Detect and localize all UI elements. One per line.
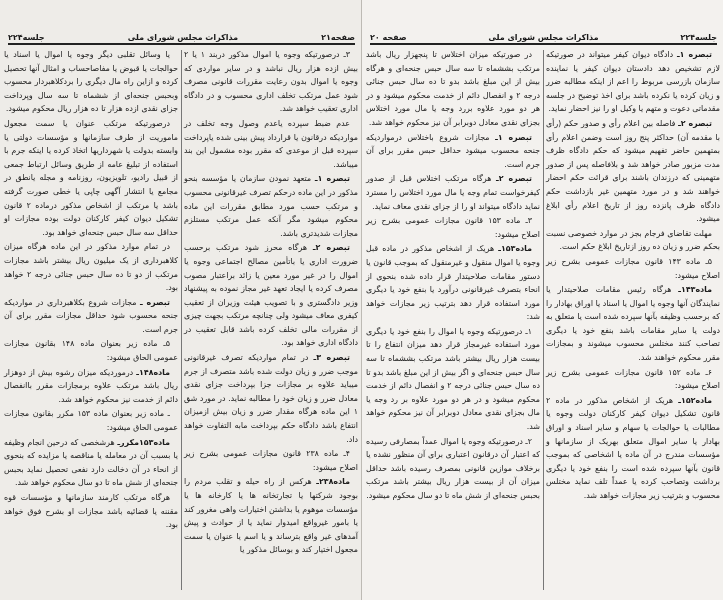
clause-heading: ماده۲۳۸ـ xyxy=(316,477,350,487)
right-page xyxy=(362,0,723,600)
paragraph-text: دادگاه دیوان کیفر میتواند در صورتیکه لازم تشخیص دهد دادستان دیوان کیفر یا نماینده سازمان بازرسی مربوط را اعم از اینکه مطالبه ضرر و زیان کرده یا نکرده باشد برای اخذ توضیح در جلسه مقدماتی دعوت و متهم یا وکیل او را نیز احضار نماید. xyxy=(546,50,720,114)
paragraph-text: در صورتیکه میزان اختلاس تا پنجهزار ریال باشد مرتکب بششماه تا سه سال حبس جنحه‌ای و هرگاه بیش از این مبلغ باشد بدو تا ده سال حبس جنائی درجه ۲ و انفصال دائم از خدمت محکوم میشود و در هر دو مورد علاوه بررد وجه یا مال مورد اختلاس بجزای نقدی معادل دوبرابر آن نیز محکوم خواهد شد. xyxy=(366,50,540,127)
paragraph xyxy=(4,296,178,337)
text-column xyxy=(366,48,540,504)
paragraph-text: هریک از اشخاص مذکور در ماده ۲ قانون تشکیل دیوان کیفر کارکنان دولت وجوه یا مطالبات یا حوالجات یا سهام و سایر اسناد و اوراق بهادار یا سایر اموال متعلق بهریک از سازمانها و مؤسسات مندرج در آن ماده یا اشخاصی که بموجب قانون بآنها سپرده شده است را بنفع خود یا دیگری برداشت وتصاحب کرده یا عمداً تلف نماید مختلس محسوب و بترتیب زیر مجازات خواهد شد. xyxy=(546,395,720,500)
paragraph xyxy=(4,436,178,490)
paragraph-text: درموردیکه میزان رشوه بیش از دوهزار ریال باشد مرتکب علاوه برمجازات مقرر باانفصال دائم از خدمت نیز محکوم خواهد شد. xyxy=(4,367,178,404)
paragraph-text: هرگاه مرتکب اختلاس قبل از صدور کیفرخواست تمام وجه یا مال مورد اختلاس را مسترد نماید دادگاه میتواند او را از جزای نقدی معاف نماید. xyxy=(366,174,540,211)
paragraph-text: ۵ـ ماده ۱۴۳ قانون مجازات عمومی بشرح زیر اصلاح میشود: xyxy=(546,256,720,280)
paragraph xyxy=(184,48,358,116)
paragraph-text: متعهد نمودن سازمان یا مؤسسه بنحو مذکور در این ماده درحکم تصرف غیرقانونی محسوب و مرتکب حسب مورد مطابق مقررات این ماده محکوم میشود مگر آنکه عمل مرتکب مستلزم مجازات شدیدتری باشد. xyxy=(184,174,358,238)
session-number: جلسه۲۲۴ xyxy=(8,33,45,42)
paragraph-text: درصورتیکه مرتکب عنوان یا سمت مجعول ماموریت از طرف سازمانها و مؤسسات دولتی یا وابسته بدولت یا شهرداریها اتخاذ کرده یا اینکه جرم با استفاده از تبلیغ عامه از طریق وسائل ارتباط جمعی از قبیل رادیو، تلویزیون، روزنامه و مجله یانطق در مجامع یا انتشار آگهی چاپی یا خطی صورت گرفته باشد یا مرتکب از اشخاص مذکور درماده ۲ قانون تشکیل دیوان کیفر کارکنان دولت بوده مجازات او حداقل سه سال حبس جنحه‌ای خواهد بود. xyxy=(4,118,178,237)
paragraph xyxy=(366,48,540,130)
paragraph-text: ۵ـ ماده زیر بعنوان ماده ۱۴۸ بقانون مجازات عمومی الحاق میشود: xyxy=(4,339,178,363)
paragraph xyxy=(4,117,178,239)
paragraph xyxy=(4,407,178,434)
paragraph xyxy=(366,242,540,324)
paragraph xyxy=(366,325,540,434)
paragraph-text: ۶ـ ماده ۱۵۲ قانون مجازات عمومی بشرح زیر اصلاح میشود: xyxy=(546,367,720,391)
clause-heading: ماده۱۵۲ـ xyxy=(678,395,713,405)
page-number: صفحه ۲۰ xyxy=(370,33,407,42)
clause-heading: ماده۱۴۳ـ xyxy=(678,285,713,295)
clause-heading: تبصره ۲ـ xyxy=(312,243,350,253)
paragraph xyxy=(4,337,178,364)
paragraph-text: ۳ـ ماده ۱۵۳ قانون مجازات عمومی بشرح زیر اصلاح میشود: xyxy=(366,216,540,239)
paragraph xyxy=(546,283,720,365)
paragraph-text: ۲ـ درصورتیکه وجوه یا اموال عمداً بمصارفی رسیده که اعتبار آن درقانون اعتباری برای آن منظور نشده یا برخلاف موازین قانونی بمصرف رسیده باشد حداقل میزان آن از بیست هزار ریال بیشتر باشد مرتکب بحبس جنحه‌ای از شش ماه تا دو سال محکوم میشود. xyxy=(366,436,540,500)
paragraph xyxy=(366,214,540,241)
clause-heading: تبصره ۳ـ xyxy=(313,353,351,363)
left-page xyxy=(0,0,361,600)
paragraph xyxy=(184,241,358,350)
paragraph xyxy=(184,172,358,240)
paragraph xyxy=(546,227,720,254)
paragraph xyxy=(4,491,178,532)
paragraph-text: مجازات شروع بکلاهبرداری در مواردیکه جنحه محسوب شود حداقل مجازات مقرر برای آن جرم است. xyxy=(4,297,178,334)
paragraph-text: فاصله بین اعلام رأی و صدور حکم (رأی با مقدمه آن) حداکثر پنج روز است وضمن اعلام رأی بمتهمین حاضر تفهیم میشود که حکم دادگاه ظرف مدت مزبور صادر خواهد شد و بلافاصله پس از صدور متهمینی که درزندان باشند برای قرائت حکم احضار خواهند شد و در مورد متهمین غیر بازداشت حکم دادگاه ظرف پانزده روز از تاریخ اعلام رأی ابلاغ میشود. xyxy=(546,118,720,224)
paragraph-text: ۳ـ درصورتیکه وجوه یا اموال مذکور دربند ۱ یا ۲ بیش ازده هزار ریال نباشد و در سایر مواردی که وجوه یا اموال بدون رعایت مقررات قانونی مصرف شود عمل مرتکب تخلف اداری محسوب و در دادگاه اداری تعقیب خواهد شد. xyxy=(184,50,358,114)
page-number: صفحه۲۱ xyxy=(321,33,355,42)
column-divider xyxy=(181,50,182,590)
paragraph xyxy=(4,48,178,116)
paragraph xyxy=(366,172,540,213)
paragraph-text: در تمام مواردیکه تصرف غیرقانونی موجب ضرر و زیان دولت شده باشد متصرف از جرم میباید علاوه بر مجازات جزا بپرداخت جزای نقدی معادل ضرر و زیان خود را مطالبه نماید. در مورد شق ۱ این ماده هرگاه مقدار ضرر و زیان بیش ازمیزان انتفاع باشد دادگاه حکم بپرداخت مابه التفاوت خواهد داد. xyxy=(184,353,358,444)
paragraph xyxy=(184,447,358,474)
paragraph xyxy=(546,255,720,282)
right-page-header xyxy=(370,30,717,45)
clause-heading: تبصره ۲ـ xyxy=(678,118,712,128)
text-column xyxy=(4,48,178,533)
paragraph-text: عدم ضبط سپرده یاعدم وصول وجه تخلف در مواردیکه درقانون یا قرارداد پیش بینی شده یاپرداخت سپرده قبل از موعدی که مقرر بوده مشمول این بند میباشد. xyxy=(184,118,358,169)
clause-heading: تبصره ـ xyxy=(140,297,170,307)
paragraph-text: در تمام موارد مذکور در این ماده هرگاه میزان کلاهبرداری از یک میلیون ریال بیشتر باشد مجازات مرتکب از دو تا ده سال حبس جنائی درجه ۲ خواهد بود. xyxy=(4,242,179,293)
running-title: مذاکرات مجلس شورای ملی xyxy=(127,33,239,42)
paragraph-text: هرگاه رئیس مقامات صلاحیتدار یا نمایندگان آنها وجوه یا اموال یا اسناد یا اوراق بهادار را که برحسب وظیفه بآنها سپرده شده است یا متعلق به دولت یا سایر مقامات باشد بنفع خود یا دیگری تصاحب کنند مختلس محسوب میشوند و بمجازات مقرر محکوم خواهند شد. xyxy=(546,285,720,363)
paragraph-text: ۱ـ درصورتیکه وجوه یا اموال را بنفع خود یا دیگری مورد استفاده غیرمجاز قرار دهد میزان انتفاع را تا بیست هزار ریال بیشتر باشد مرتکب بششماه تا سه سال حبس جنحه‌ای و اگر بیش از این مبلغ باشد بدو تا ده سال حبس جنائی درجه ۲ و انفصال دائم از خدمت محکوم میشود و در هر دو مورد علاوه بر رد وجه یا مال بجزای نقدی معادل دوبرابر آن نیز محکوم خواهد شد. xyxy=(366,326,540,432)
paragraph-text: یا وسائل تقلبی دیگر وجوه یا اموال یا اسناد یا حوالجات یا قبوض یا مفاصاحساب و امثال آنها تحصیل کرده و ازاین راه مال دیگری را بردکلاهبردار محسوب وبحبس جنحه‌ای از ششماه تا سه سال وپرداخت جزای نقدی ازده هزار تا ده هزار ریال محکوم میشود. xyxy=(4,50,178,114)
column-divider xyxy=(543,50,544,590)
paragraph-text: مجازات شروع باختلاس درمواردیکه جنحه محسوب میشود حداقل حبس مقرر برای آن جرم است. xyxy=(366,132,540,169)
clause-heading: ماده۱۴۸ـ xyxy=(136,367,171,377)
paragraph xyxy=(546,366,720,393)
clause-heading: ماده۱۵۳مکررـ xyxy=(117,437,170,447)
clause-heading: تبصره ۲ـ xyxy=(496,174,533,184)
paragraph xyxy=(366,435,540,503)
running-title: مذاکرات مجلس شورای ملی xyxy=(488,33,599,42)
paragraph xyxy=(184,475,358,557)
paragraph-text: ۴ـ ماده ۲۳۸ قانون مجازات عمومی بشرح زیر اصلاح میشود: xyxy=(184,449,358,472)
text-column xyxy=(184,48,358,558)
session-number: جلسه۲۲۴ xyxy=(680,33,717,42)
paragraph xyxy=(546,48,720,116)
paragraph-text: هرکس از راه حیله و تقلب مردم را بوجود شرکتها یا تجارتخانه ها یا کارخانه ها یا مؤسسات موهوم یا بداشتن اختیارات واهی مغرور کند یا بامور غیرواقع امیدوار نماید یا از حوادث و پیش آمدهای غیر واقع بترساند و یا اسم یا عنوان یا سمت مجعول اختیار کند و بوسائل مذکور یا xyxy=(184,477,358,555)
paragraph xyxy=(546,117,720,226)
paragraph-text: هرگاه محرز شود مرتکب برحسب ضرورت اداری یا باتأمین مصالح اجتماعی وجوه یا اموال را در غیر مورد معین یا زائد براعتبار مصوب مصرف کرده یا ایجاد تعهد غیر مجاز نموده به پیشنهاد وزیر دادگستری و با تصویب هیئت وزیران از تعقیب کیفری معاف میشود ولی چنانچه مرتکب بجهت چیزی از مقررات مالی تخلف کرده باشد قابل تعقیب در دادگاه اداری خواهد بود. xyxy=(184,243,358,348)
text-column xyxy=(546,48,720,504)
paragraph-text: هرگاه مرتکب کارمند سازمانها و مؤسسات قوه مقننه یا قضائیه باشد مجازات او بشرح فوق خواهد بود. xyxy=(4,493,178,530)
paragraph-text: مهلت تقاضای فرجام بجز در موارد خصوصی نسبت بحکم ضرر و زیان ده روز ازتاریخ ابلاغ حکم است. xyxy=(546,228,720,252)
clause-heading: تبصره ۱ـ xyxy=(676,50,712,59)
left-page-header xyxy=(8,30,355,45)
paragraph xyxy=(184,351,358,446)
paragraph-text: هرشخصی که درحین انجام وظیفه یا بسبب آن در معامله یا مناقصه یا مزایده که بنحوی از انحاء در آن دخالت دارد نفعی تحصیل نماید بحبس جنحه‌ای از شش ماه تا دو سال محکوم خواهد شد. xyxy=(4,437,178,488)
paragraph xyxy=(366,131,540,172)
clause-heading: تبصره ۱ـ xyxy=(314,174,350,184)
clause-heading: تبصره ۱ـ xyxy=(495,132,533,142)
paragraph-text: هریک از اشخاص مذکور در ماده قبل وجوه یا اموال منقول و غیرمنقول که بموجب قانون یا دستور مقامات صلاحیتدار قرار داده شده بنحوی از انحاء بتصرف غیرقانونی درآورد یا بنفع خود یا دیگری مورد استفاده قرار دهد بترتیب زیر مجازات خواهد شد: xyxy=(366,244,540,322)
paragraph xyxy=(546,394,720,503)
paragraph-text: ـ ماده زیر بعنوان ماده ۱۵۳ مکرر بقانون مجازات عمومی الحاق میشود: xyxy=(4,409,178,433)
paragraph xyxy=(4,366,178,407)
paragraph xyxy=(184,117,358,171)
paragraph xyxy=(4,240,178,294)
clause-heading: ماده۱۵۳ـ xyxy=(498,244,532,254)
